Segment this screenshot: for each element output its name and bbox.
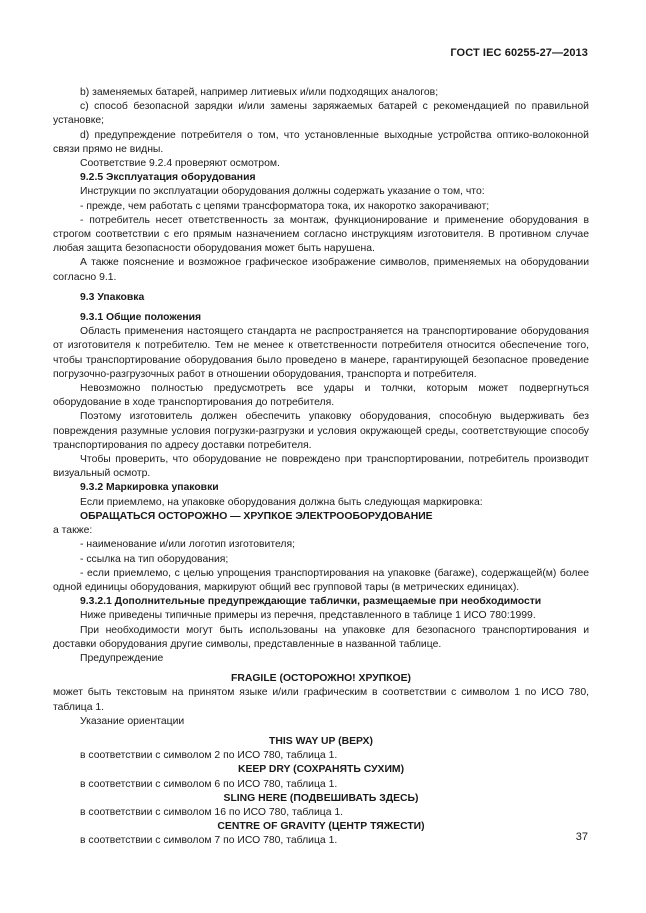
paragraph: Поэтому изготовитель должен обеспечить упаковку оборудования, способную выдерживать без повреждения разумные условия погрузки-разгрузки и условия окружающей среды, соответствующие способу транспортирования по адресу доставки потребителя. — [53, 411, 589, 451]
paragraph: в соответствии с символом 2 по ИСО 780, таблица 1. — [80, 750, 338, 762]
paragraph: 9.3 Упаковка — [80, 291, 145, 303]
paragraph: Если приемлемо, на упаковке оборудования должна быть следующая маркировка: — [80, 496, 483, 508]
paragraph: Невозможно полностью предусмотреть все удары и толчки, которым может подвергнуться оборудование в ходе транспортирования до потребителя. — [53, 383, 589, 409]
paragraph: b) заменяемых батарей, например литиевых и/или подходящих аналогов; — [80, 87, 439, 98]
paragraph: KEEP DRY (СОХРАНЯТЬ СУХИМ) — [237, 764, 405, 776]
paragraph: Ниже приведены типичные примеры из перечня, представленного в таблице 1 ИСО 780:1999. — [80, 610, 536, 622]
paragraph: может быть текстовым на принятом языке и/или графическим в соответствии с символом 1 по ИСО 780, таблица 1. — [53, 687, 589, 713]
page-body — [53, 86, 589, 849]
paragraph: 9.3.2 Маркировка упаковки — [80, 482, 219, 494]
paragraph: CENTRE OF GRAVITY (ЦЕНТР ТЯЖЕСТИ) — [217, 821, 425, 833]
paragraph: в соответствии с символом 7 по ИСО 780, таблица 1. — [80, 835, 338, 847]
paragraph: d) предупреждение потребителя о том, что установленные выходные устройства оптико-волоконной связи прямо не видны. — [53, 129, 589, 155]
paragraph: - если приемлемо, с целью упрощения транспортирования на упаковке (багаже), содержащей(м) более одной единицы оборудования, маркируют общий вес групповой тары (в метрических единицах). — [53, 567, 589, 593]
paragraph: Инструкции по эксплуатации оборудования должны содержать указание о том, что: — [80, 186, 485, 198]
paragraph: Область применения настоящего стандарта не распространяется на транспортирование оборудования от изготовителя к потребителю. Тем не менее к ответственности потребителя относится обеспечение того, чтобы транспортирование оборудования было проведено в манере, гарантирующей безопасное проведение погрузочно-разгрузочных работ в отношении оборудования, транспорта и потребителя. — [53, 326, 589, 380]
document-header: ГОСТ IEC 60255-27—2013 — [450, 47, 588, 59]
page-number: 37 — [575, 831, 588, 843]
paragraph: - ссылка на тип оборудования; — [80, 553, 229, 565]
paragraph: - прежде, чем работать с цепями трансформатора тока, их накоротко закорачивают; — [80, 200, 490, 212]
paragraph: SLING HERE (ПОДВЕШИВАТЬ ЗДЕСЬ) — [223, 792, 419, 804]
paragraph: Соответствие 9.2.4 проверяют осмотром. — [80, 158, 280, 170]
paragraph: Чтобы проверить, что оборудование не повреждено при транспортировании, потребитель производит визуальный осмотр. — [53, 454, 589, 480]
paragraph: в соответствии с символом 6 по ИСО 780, таблица 1. — [80, 778, 338, 790]
paragraph: ОБРАЩАТЬСЯ ОСТОРОЖНО — ХРУПКОЕ ЭЛЕКТРООБОРУДОВАНИЕ — [80, 510, 433, 522]
paragraph: Предупреждение — [80, 652, 164, 664]
paragraph: 9.3.2.1 Дополнительные предупреждающие таблички, размещаемые при необходимости — [80, 596, 542, 608]
paragraph: а также: — [53, 525, 93, 537]
paragraph: c) способ безопасной зарядки и/или замены заряжаемых батарей с рекомендацией по правильной установке; — [53, 101, 589, 127]
paragraph: А также пояснение и возможное графическое изображение символов, применяемых на оборудовании согласно 9.1. — [53, 257, 589, 283]
paragraph: - потребитель несет ответственность за монтаж, функционирование и применение оборудования в строгом соответствии с его прямым назначением согласно инструкциям изготовителя. В противном случае любая защита безопасности оборудования может быть нарушена. — [53, 214, 589, 255]
paragraph: Указание ориентации — [80, 715, 185, 727]
paragraph: При необходимости могут быть использованы на упаковке для безопасного транспортирования и доставки оборудования другие символы, представленные в названной таблице. — [53, 624, 589, 650]
paragraph: 9.2.5 Эксплуатация оборудования — [80, 172, 256, 184]
paragraph: - наименование и/или логотип изготовителя; — [80, 539, 295, 551]
paragraph: THIS WAY UP (ВЕРХ) — [269, 735, 373, 747]
paragraph: FRAGILE (ОСТОРОЖНО! ХРУПКОЕ) — [231, 673, 411, 685]
paragraph: 9.3.1 Общие положения — [80, 312, 202, 324]
paragraph: в соответствии с символом 16 по ИСО 780, таблица 1. — [80, 806, 344, 818]
